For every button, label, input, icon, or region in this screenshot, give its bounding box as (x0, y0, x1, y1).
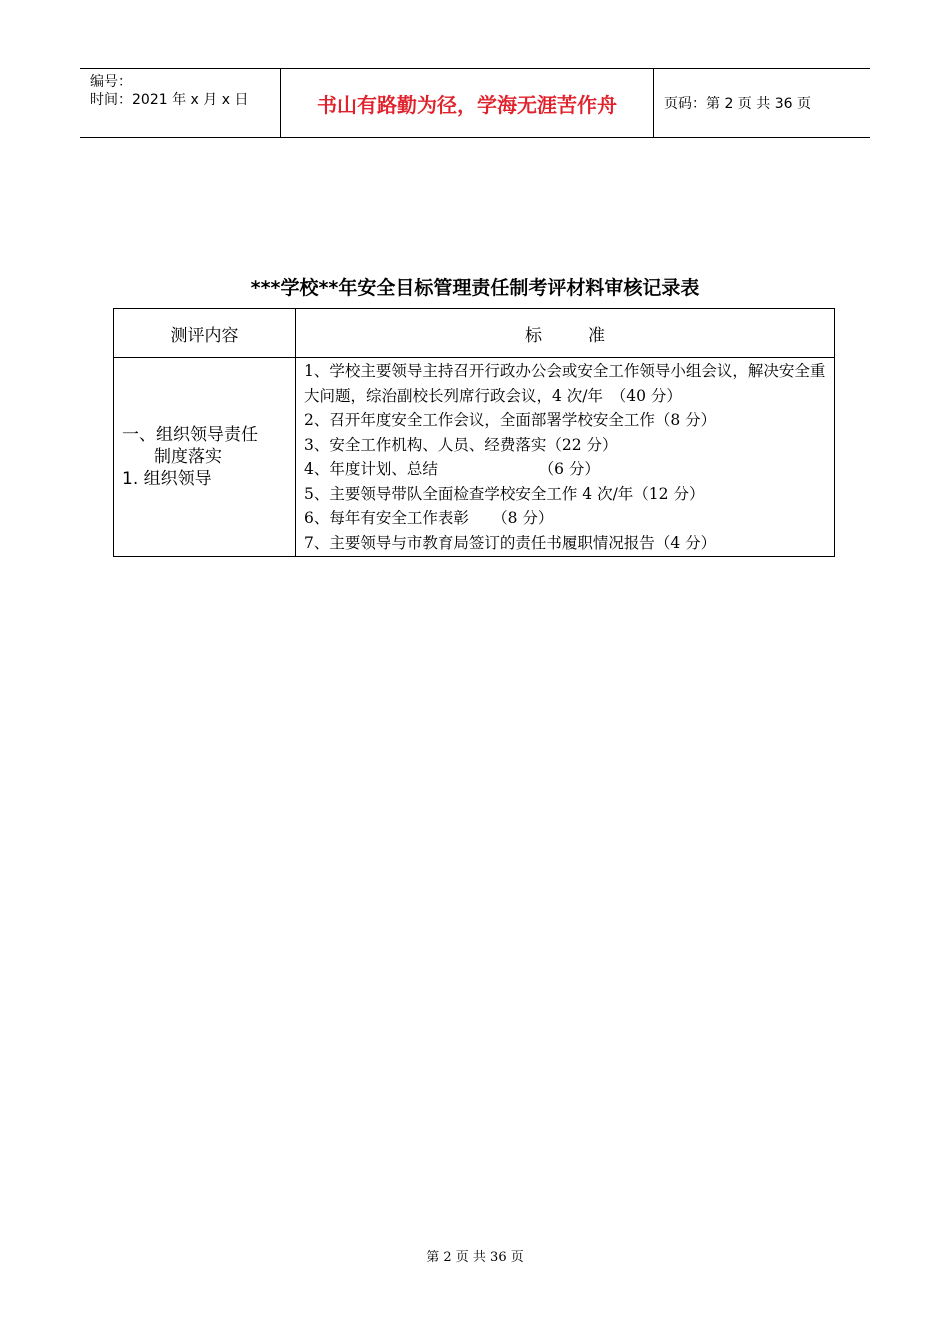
criterion-item: 5、主要领导带队全面检查学校安全工作 4 次/年（12 分） (304, 484, 705, 503)
criterion-item: 2、召开年度安全工作会议，全面部署学校安全工作（8 分） (304, 411, 717, 429)
header-evaluation-content: 测评内容 (114, 309, 296, 358)
category-line1: 一、组织领导责任 (122, 425, 258, 445)
header-standard-char2: 准 (588, 325, 605, 346)
category-line3: 1. 组织领导 (122, 469, 212, 489)
date-line: 时间：2021 年 x 月 x 日 (90, 92, 249, 108)
number-label: 编号： (90, 74, 132, 90)
table-header-row (114, 309, 835, 358)
review-record-table (113, 308, 835, 557)
table-row (114, 358, 835, 557)
criterion-item: 1、学校主要领导主持召开行政办公会或安全工作领导小组会议，解决安全重大问题，综治副校长列席行政会议，4 次/年 （40 分） (304, 362, 826, 405)
document-title: ***学校**年安全目标管理责任制考评材料审核记录表 (250, 277, 700, 299)
category-line2: 制度落实 (154, 447, 222, 467)
criterion-item: 7、主要领导与市教育局签订的责任书履职情况报告（4 分） (304, 533, 717, 552)
criterion-item: 4、年度计划、总结 （6 分） (304, 460, 600, 478)
criterion-item: 6、每年有安全工作表彰 （8 分） (304, 509, 554, 527)
header-meta (80, 69, 281, 137)
criterion-item: 3、安全工作机构、人员、经费落实（22 分） (304, 435, 618, 454)
category-cell (114, 358, 296, 557)
header-motto: 书山有路勤为径，学海无涯苦作舟 (281, 69, 654, 137)
criteria-cell (296, 358, 835, 557)
header-page-info: 页码：第 2 页 共 36 页 (664, 96, 811, 112)
header-standard-char1: 标 (525, 325, 542, 346)
header-standard (296, 309, 835, 358)
page-header (80, 68, 870, 138)
page-footer: 第 2 页 共 36 页 (426, 1250, 524, 1265)
